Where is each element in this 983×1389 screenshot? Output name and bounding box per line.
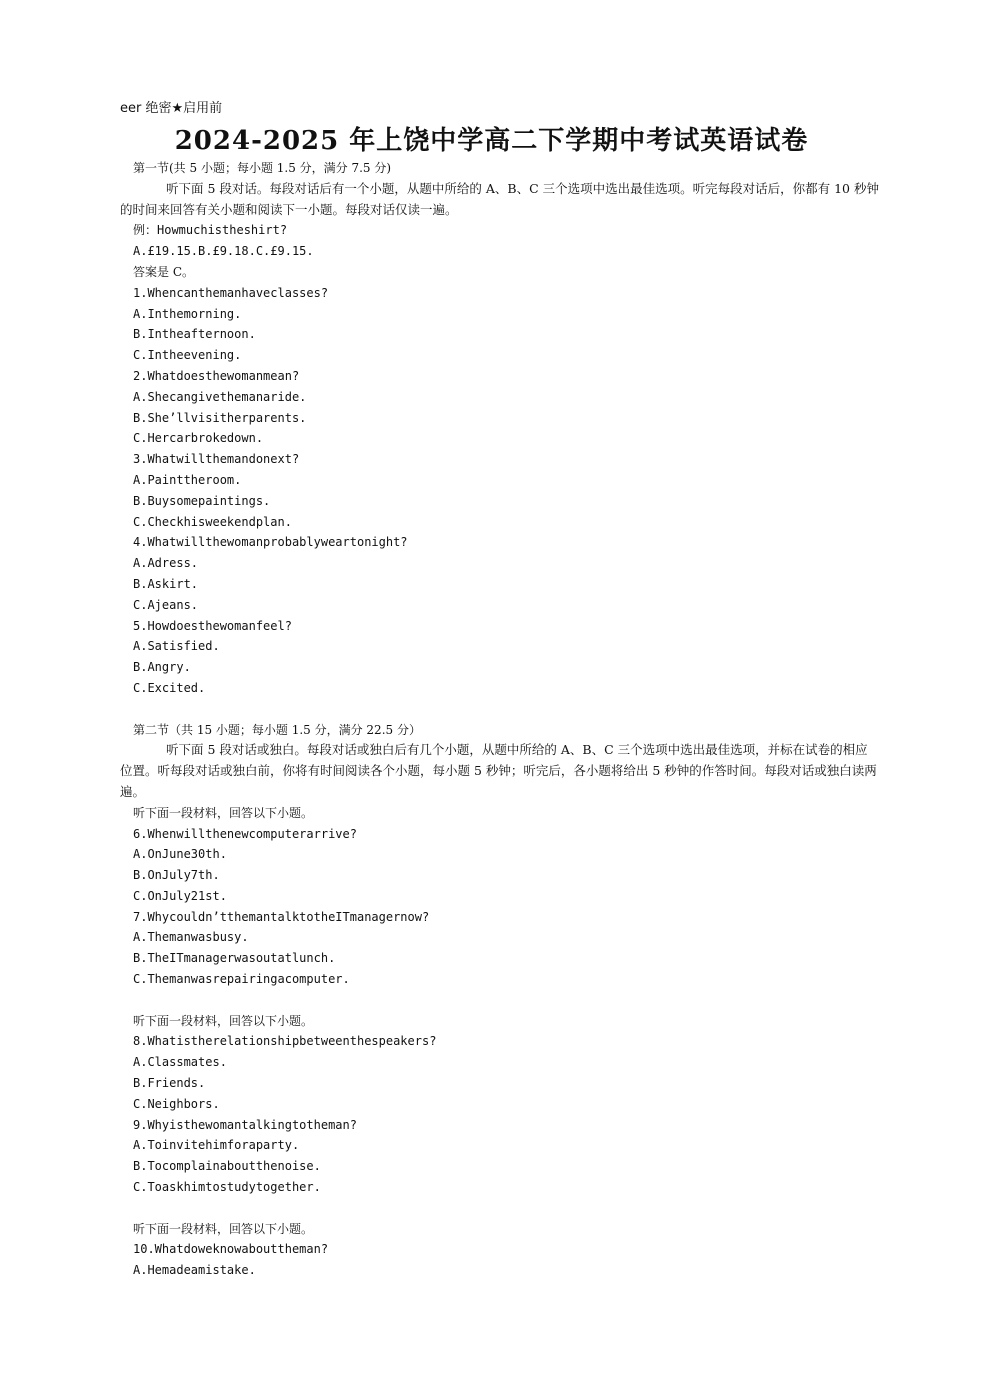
question-6: 6.Whenwillthenewcomputerarrive? xyxy=(133,826,357,841)
option-6c: C.OnJuly21st. xyxy=(133,888,227,903)
material-lead-1: 听下面一段材料，回答以下小题。 xyxy=(133,805,314,820)
option-10a: A.Hemadeamistake. xyxy=(133,1263,256,1278)
spacer xyxy=(120,990,880,1011)
option-5b: B.Angry. xyxy=(133,660,191,675)
option-9c: C.Toaskhimtostudytogether. xyxy=(133,1180,321,1195)
question-7: 7.Whycouldn’tthemantalktotheITmanagernow? xyxy=(133,909,430,924)
option-2c: C.Hercarbrokedown. xyxy=(133,431,264,446)
option-8c: C.Neighbors. xyxy=(133,1096,220,1111)
option-4a: A.Adress. xyxy=(133,556,199,571)
material-lead-3: 听下面一段材料，回答以下小题。 xyxy=(133,1221,314,1236)
section1-heading: 第一节(共 5 小题；每小题 1.5 分，满分 7.5 分) xyxy=(133,161,392,175)
question-8: 8.Whatistherelationshipbetweenthespeakers? xyxy=(133,1034,437,1049)
example-options: A.£19.15.B.£9.18.C.£9.15. xyxy=(133,244,314,259)
option-8a: A.Classmates. xyxy=(133,1055,227,1070)
example-question: 例：Howmuchistheshirt? xyxy=(133,223,288,238)
question-10: 10.Whatdoweknowabouttheman? xyxy=(133,1242,329,1257)
option-1b: B.Intheafternoon. xyxy=(133,327,256,342)
spacer xyxy=(120,1198,880,1219)
option-4c: C.Ajeans. xyxy=(133,597,199,612)
option-2b: B.She’llvisitherparents. xyxy=(133,410,307,425)
section1-instructions: 听下面 5 段对话。每段对话后有一个小题，从题中所给的 A、B、C 三个选项中选出最佳选项。听完每段对话后，你都有 10 秒钟的时间来回答有关小题和阅读下一小题。每段对话仅读一遍。 xyxy=(120,180,879,217)
confidential-label: eer 绝密★启用前 xyxy=(120,101,223,116)
option-3b: B.Buysomepaintings. xyxy=(133,493,271,508)
option-8b: B.Friends. xyxy=(133,1076,206,1091)
option-6a: A.OnJune30th. xyxy=(133,847,227,862)
option-7c: C.Themanwasrepairingacomputer. xyxy=(133,972,350,987)
option-5c: C.Excited. xyxy=(133,680,206,695)
question-4: 4.Whatwillthewomanprobablyweartonight? xyxy=(133,535,408,550)
question-3: 3.Whatwillthemandonext? xyxy=(133,452,300,467)
option-9a: A.Toinvitehimforaparty. xyxy=(133,1138,300,1153)
option-1a: A.Inthemorning. xyxy=(133,306,242,321)
question-1: 1.Whencanthemanhaveclasses? xyxy=(133,285,329,300)
option-6b: B.OnJuly7th. xyxy=(133,868,220,883)
section2-instructions: 听下面 5 段对话或独白。每段对话或独白后有几个小题，从题中所给的 A、B、C 三个选项中选出最佳选项，并标在试卷的相应位置。听每段对话或独白前，你将有时间阅读各个小题，每小题 5 秒钟；听完后，各小题将给出 5 秒钟的作答时间。每段对话或独白读两遍。 xyxy=(120,742,877,799)
exam-content xyxy=(120,158,880,1281)
page-title: 2024-2025 年上饶中学高二下学期中考试英语试卷 xyxy=(174,126,809,156)
option-4b: B.Askirt. xyxy=(133,576,199,591)
example-answer: 答案是 C。 xyxy=(133,264,194,279)
option-3c: C.Checkhisweekendplan. xyxy=(133,514,292,529)
question-2: 2.Whatdoesthewomanmean? xyxy=(133,368,300,383)
spacer xyxy=(120,699,880,720)
question-9: 9.Whyisthewomantalkingtotheman? xyxy=(133,1117,357,1132)
option-3a: A.Painttheroom. xyxy=(133,472,242,487)
option-1c: C.Intheevening. xyxy=(133,348,242,363)
option-9b: B.Tocomplainaboutthenoise. xyxy=(133,1159,321,1174)
option-7b: B.TheITmanagerwasoutatlunch. xyxy=(133,951,336,966)
option-5a: A.Satisfied. xyxy=(133,639,220,654)
section2-heading: 第二节（共 15 小题；每小题 1.5 分，满分 22.5 分） xyxy=(133,722,421,737)
material-lead-2: 听下面一段材料，回答以下小题。 xyxy=(133,1013,314,1028)
question-5: 5.Howdoesthewomanfeel? xyxy=(133,618,292,633)
option-7a: A.Themanwasbusy. xyxy=(133,930,249,945)
option-2a: A.Shecangivethemanaride. xyxy=(133,389,307,404)
